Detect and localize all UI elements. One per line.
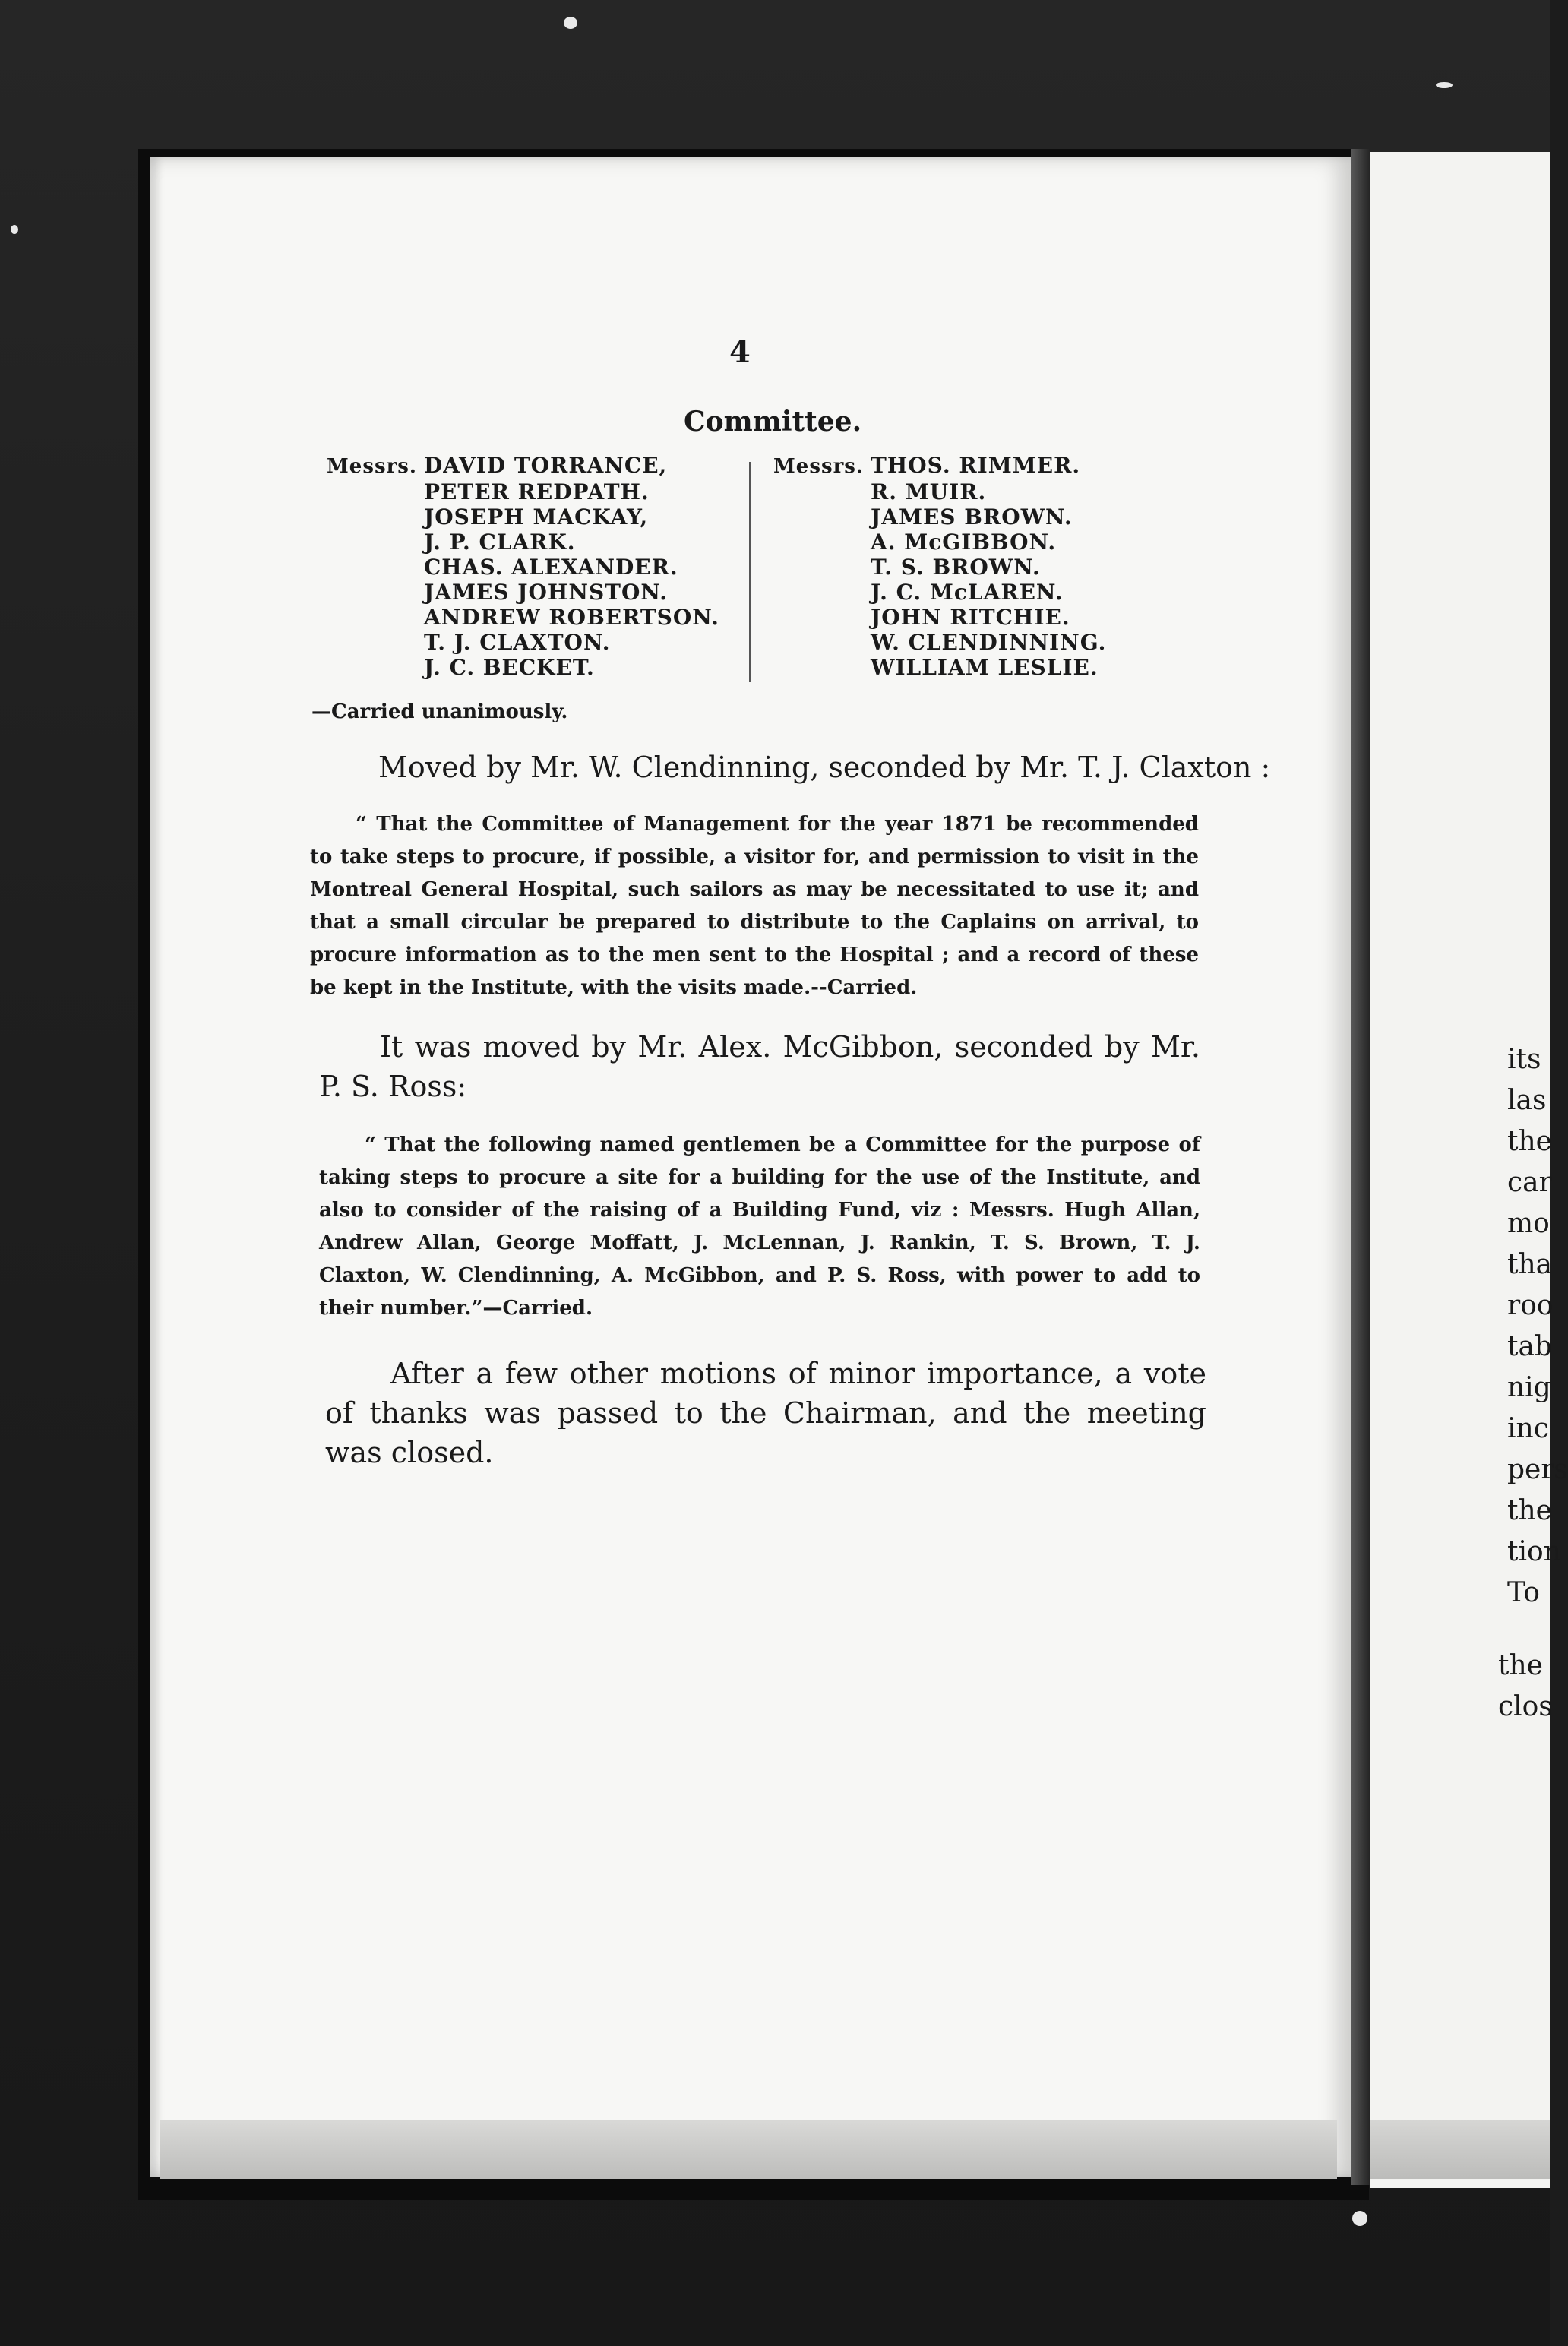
closing-paragraph: After a few other motions of minor importance, a vote of thanks was passed to the Chairman, and the meeting was closed.	[325, 1357, 1206, 1469]
committee-right-column	[773, 453, 1106, 680]
dust-speck	[1436, 82, 1453, 88]
dust-speck	[564, 17, 577, 29]
committee-name-line	[773, 530, 1106, 555]
facing-page-fragment: tha	[1507, 1249, 1553, 1280]
committee-member: WILLIAM LESLIE.	[871, 655, 1099, 680]
committee-name-line	[327, 530, 719, 555]
committee-member: JOSEPH MACKAY,	[424, 504, 649, 530]
committee-member: A. McGIBBON.	[871, 530, 1057, 555]
committee-name-line	[773, 555, 1106, 580]
committee-member: R. MUIR.	[871, 479, 987, 504]
facing-page-fragment: roo	[1507, 1290, 1554, 1321]
motion-2-resolution: “ That the following named gentlemen be a Committee for the purpose of taking steps to procure a site for a building for the use of the Institute, and also to consider of the raising of a Building Fund, viz : Messrs. Hugh Allan, Andrew Allan, George Moffatt, J. McLennan, J. Rankin, T. S. Brown, T. J. Claxton, W. Clendinning, A. McGibbon, and P. S. Ross, with power to add to their number.”—Carried.	[319, 1133, 1200, 1320]
facing-page-text-lower	[1498, 1646, 1553, 1728]
page-number: 4	[729, 334, 751, 370]
committee-member: ANDREW ROBERTSON.	[424, 605, 719, 630]
carried-unanimously: —Carried unanimously.	[311, 700, 568, 723]
committee-name-line	[327, 580, 719, 605]
facing-page-fragment: inc	[1507, 1413, 1549, 1444]
committee-member: J. C. BECKET.	[424, 655, 595, 680]
committee-left-column	[327, 453, 719, 680]
committee-member: THOS. RIMMER.	[871, 453, 1081, 478]
facing-page-fragment: its	[1507, 1044, 1541, 1075]
facing-page-fragment: las	[1507, 1085, 1547, 1116]
facing-page-fragment: the	[1498, 1650, 1543, 1681]
committee-member: T. J. CLAXTON.	[424, 630, 611, 655]
facing-page-edge	[1370, 2120, 1550, 2179]
facing-page-fragment: To	[1507, 1577, 1540, 1608]
committee-name-line	[773, 580, 1106, 605]
committee-name-line	[773, 655, 1106, 680]
committee-member: T. S. BROWN.	[871, 555, 1041, 580]
committee-name-line	[327, 555, 719, 580]
committee-member: J. C. McLAREN.	[871, 580, 1064, 605]
committee-name-line	[327, 479, 719, 504]
messrs-prefix: Messrs.	[773, 455, 864, 478]
dust-speck	[1352, 2211, 1367, 2226]
facing-page-fragment: pers	[1507, 1454, 1568, 1485]
committee-member: PETER REDPATH.	[424, 479, 650, 504]
motion-1-intro: Moved by Mr. W. Clendinning, seconded by Mr. T. J. Claxton :	[378, 751, 1271, 784]
committee-name-line	[327, 453, 719, 479]
committee-name-line	[327, 655, 719, 680]
facing-page-fragment: car	[1507, 1167, 1552, 1198]
committee-name-line	[327, 605, 719, 630]
committee-member: JAMES JOHNSTON.	[424, 580, 668, 605]
facing-page-fragment: nig	[1507, 1372, 1551, 1403]
motion-1-resolution: “ That the Committee of Management for the year 1871 be recommended to take steps to procure, if possible, a visitor for, and permission to visit in the Montreal General Hospital, such sailors as may be necessitated to use it; and that a small circular be prepared to distribute to the Caplains on arrival, to procure information as to the men sent to the Hospital ; and a record of these be kept in the Institute, with the visits made.--Carried.	[310, 813, 1199, 999]
facing-page-fragment: clos	[1498, 1691, 1553, 1722]
committee-name-line	[773, 504, 1106, 530]
dust-speck	[11, 225, 18, 234]
committee-name-line	[327, 504, 719, 530]
committee-name-line	[327, 630, 719, 655]
page-bottom-edge	[160, 2120, 1337, 2179]
committee-name-line	[773, 605, 1106, 630]
facing-page-text	[1507, 1039, 1568, 1614]
committee-member: DAVID TORRANCE,	[424, 453, 668, 478]
facing-page-fragment: the	[1507, 1126, 1552, 1157]
committee-name-line	[773, 453, 1106, 479]
facing-page-fragment: tab	[1507, 1331, 1552, 1362]
committee-member: CHAS. ALEXANDER.	[424, 555, 678, 580]
committee-member: J. P. CLARK.	[424, 530, 576, 555]
facing-page-fragment: mo	[1507, 1208, 1550, 1239]
committee-member: JAMES BROWN.	[871, 504, 1073, 530]
motion-2-intro: It was moved by Mr. Alex. McGibbon, seconded by Mr. P. S. Ross:	[319, 1030, 1200, 1103]
book-gutter	[1351, 149, 1370, 2185]
committee-name-line	[773, 479, 1106, 504]
messrs-prefix: Messrs.	[327, 455, 417, 478]
committee-name-line	[773, 630, 1106, 655]
committee-member: W. CLENDINNING.	[871, 630, 1107, 655]
committee-member: JOHN RITCHIE.	[871, 605, 1070, 630]
column-divider	[749, 462, 751, 682]
committee-heading: Committee.	[684, 406, 862, 438]
facing-page-fragment: the	[1507, 1495, 1552, 1526]
facing-page-fragment: tion	[1507, 1536, 1561, 1567]
